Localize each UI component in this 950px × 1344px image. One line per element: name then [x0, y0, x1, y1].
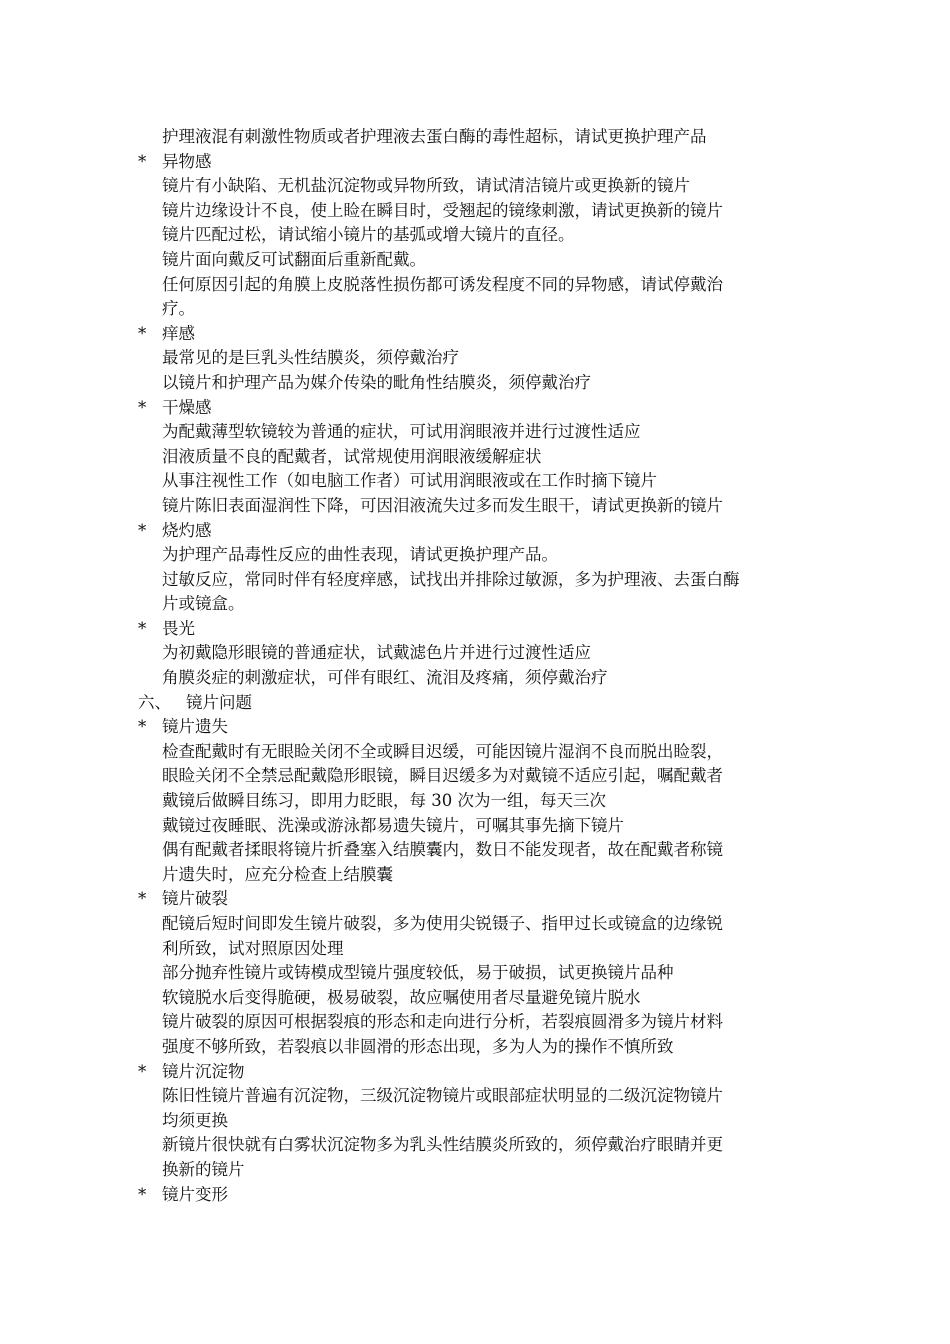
- bullet-marker: *: [138, 323, 147, 343]
- bullet-marker: *: [138, 151, 147, 171]
- text-line: 眼睑关闭不全禁忌配戴隐形眼镜，瞬目迟缓多为对戴镜不适应引起，嘱配戴者: [162, 766, 723, 786]
- text-line: 换新的镜片: [162, 1159, 245, 1179]
- text-line: 过敏反应，常同时伴有轻度痒感，试找出并排除过敏源，多为护理液、去蛋白酶: [162, 569, 740, 589]
- text-line: 为初戴隐形眼镜的普通症状，试戴滤色片并进行过渡性适应: [162, 643, 591, 663]
- text-line: 镜片陈旧表面湿润性下降，可因泪液流失过多而发生眼干，请试更换新的镜片: [162, 495, 723, 515]
- bullet-heading-text: 痒感: [162, 323, 195, 343]
- bullet-marker: *: [138, 520, 147, 540]
- text-line: 镜片边缘设计不良，使上睑在瞬目时，受翘起的镜缘刺激，请试更换新的镜片: [162, 200, 723, 220]
- bullet-heading-text: 镜片变形: [162, 1184, 228, 1204]
- text-line: 为配戴薄型软镜较为普通的症状，可试用润眼液并进行过渡性适应: [162, 422, 641, 442]
- text-line: 软镜脱水后变得脆硬，极易破裂，故应嘱使用者尽量避免镜片脱水: [162, 987, 641, 1007]
- text-line: 疗。: [162, 299, 195, 319]
- bullet-marker: *: [138, 717, 147, 737]
- text-line: 为护理产品毒性反应的曲性表现，请试更换护理产品。: [162, 545, 558, 565]
- text-line: 偶有配戴者揉眼将镜片折叠塞入结膜囊内，数日不能发现者，故在配戴者称镜: [162, 840, 723, 860]
- text-line: 最常见的是巨乳头性结膜炎，须停戴治疗: [162, 348, 459, 368]
- bullet-marker: *: [138, 618, 147, 638]
- bullet-heading: [138, 617, 828, 642]
- text-line: 新镜片很快就有白雾状沉淀物多为乳头性结膜炎所致的，须停戴治疗眼睛并更: [162, 1135, 723, 1155]
- text-line: 镜片有小缺陷、无机盐沉淀物或异物所致，请试清洁镜片或更换新的镜片: [162, 176, 690, 196]
- bullet-marker: *: [138, 397, 147, 417]
- bullet-heading: [138, 715, 828, 740]
- bullet-marker: *: [138, 889, 147, 909]
- bullet-marker: *: [138, 1184, 147, 1204]
- text-line: 任何原因引起的角膜上皮脱落性损伤都可诱发程度不同的异物感，请试停戴治: [162, 274, 723, 294]
- text-line: 护理液混有刺激性物质或者护理液去蛋白酶的毒性超标，请试更换护理产品: [162, 127, 707, 146]
- bullet-heading-text: 干燥感: [162, 397, 212, 417]
- text-line: 戴镜过夜睡眠、洗澡或游泳都易遗失镜片，可嘱其事先摘下镜片: [162, 815, 624, 835]
- text-line: 镜片面向戴反可试翻面后重新配戴。: [162, 249, 426, 269]
- bullet-marker: *: [138, 1061, 147, 1081]
- text-line: 镜片匹配过松，请试缩小镜片的基弧或增大镜片的直径。: [162, 225, 575, 245]
- text-line: 以镜片和护理产品为媒介传染的毗角性结膜炎，须停戴治疗: [162, 372, 591, 392]
- text-line: 强度不够所致，若裂痕以非圆滑的形态出现，多为人为的操作不慎所致: [162, 1036, 674, 1056]
- bullet-heading-text: 异物感: [162, 151, 212, 171]
- bullet-heading-text: 畏光: [162, 618, 195, 638]
- bullet-heading-text: 镜片沉淀物: [162, 1061, 245, 1081]
- document-body: [138, 125, 828, 1207]
- text-line: 片或镜盒。: [162, 594, 245, 614]
- bullet-heading: [138, 887, 828, 912]
- bullet-heading: [138, 396, 828, 421]
- bullet-heading-text: 烧灼感: [162, 520, 212, 540]
- text-line: 陈旧性镜片普遍有沉淀物，三级沉淀物镜片或眼部症状明显的二级沉淀物镜片: [162, 1086, 723, 1106]
- bullet-heading-text: 镜片破裂: [162, 889, 228, 909]
- bullet-heading: [138, 150, 828, 175]
- bullet-heading: [138, 1183, 828, 1208]
- section-title: 镜片问题: [186, 692, 252, 712]
- section-heading: [138, 691, 828, 716]
- text-line: 检查配戴时有无眼睑关闭不全或瞬目迟缓，可能因镜片湿润不良而脱出睑裂，: [162, 741, 723, 761]
- text-line: 部分抛弃性镜片或铸模成型镜片强度较低，易于破损，试更换镜片品种: [162, 963, 674, 983]
- text-line: 利所致，试对照原因处理: [162, 938, 344, 958]
- text-line: 镜片破裂的原因可根据裂痕的形态和走向进行分析，若裂痕圆滑多为镜片材料: [162, 1012, 723, 1032]
- text-line: 配镜后短时间即发生镜片破裂，多为使用尖锐镊子、指甲过长或镜盒的边缘锐: [162, 914, 723, 933]
- bullet-heading: [138, 1060, 828, 1085]
- section-number: 六、: [138, 692, 171, 712]
- text-line: 均须更换: [162, 1110, 228, 1130]
- bullet-heading: [138, 519, 828, 544]
- bullet-heading-text: 镜片遗失: [162, 717, 228, 737]
- text-line: 从事注视性工作（如电脑工作者）可试用润眼液或在工作时摘下镜片: [162, 471, 657, 491]
- text-line: 片遗失时，应充分检查上结膜囊: [162, 864, 393, 884]
- text-line: 戴镜后做瞬目练习，即用力眨眼，每 30 次为一组，每天三次: [162, 791, 606, 811]
- bullet-heading: [138, 322, 828, 347]
- text-line: 角膜炎症的刺激症状，可伴有眼红、流泪及疼痛，须停戴治疗: [162, 668, 608, 688]
- text-line: 泪液质量不良的配戴者，试常规使用润眼液缓解症状: [162, 446, 542, 466]
